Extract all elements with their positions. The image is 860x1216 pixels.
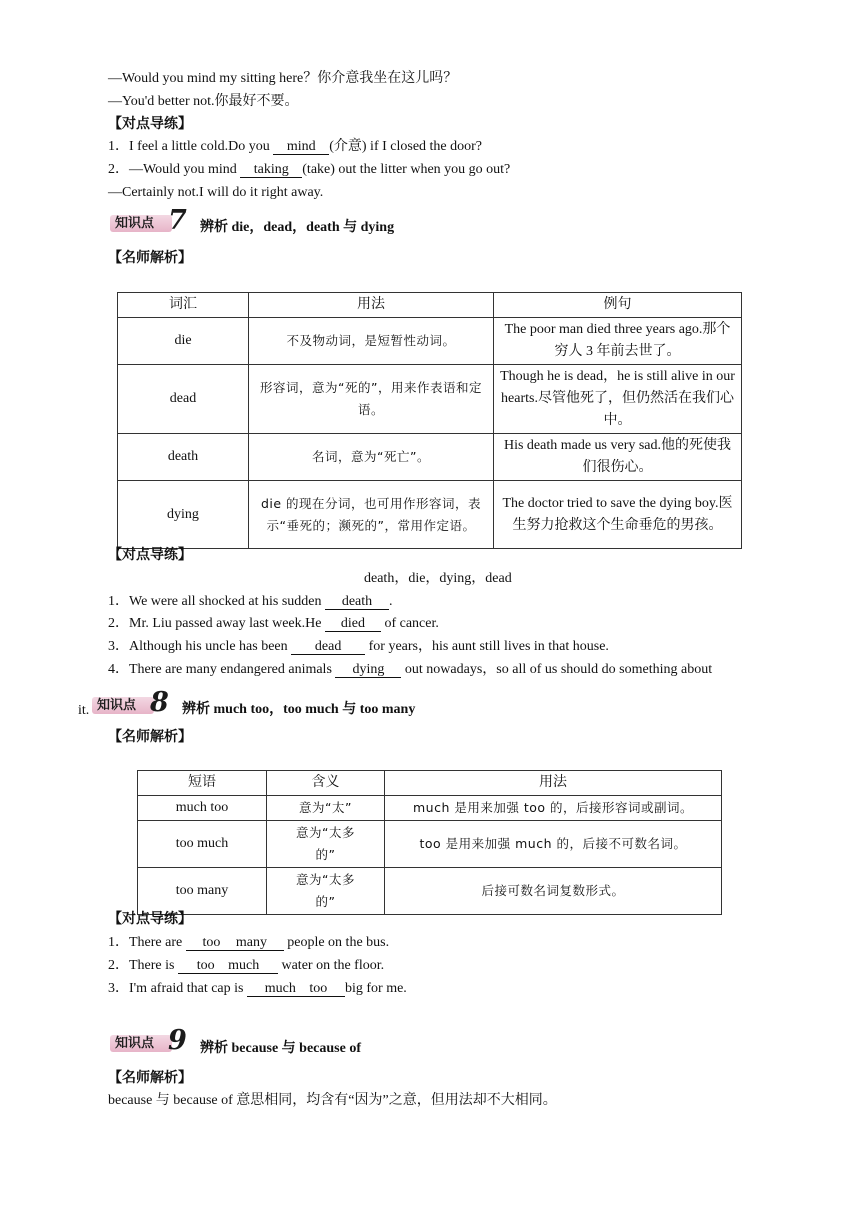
question-2: 2．There is too much water on the floor. [108,958,385,973]
section-title: 辨析 because 与 because of [200,1041,361,1056]
answer-blank: death [325,594,389,610]
answer-blank: dying [335,662,401,678]
answer-blank: taking [240,162,302,178]
intro-line-2: —You'd better not.你最好不要。 [108,94,299,109]
question-2: 2．—Would you mind taking (take) out the litter when you go out? [108,162,511,177]
question-3: 3．I'm afraid that cap is much too big for me. [108,981,407,996]
answer-blank: dead [291,639,365,655]
analysis-heading: 【名师解析】 [108,251,192,266]
analysis-heading: 【名师解析】 [108,730,192,745]
table-row: too many 意为“太多的” 后接可数名词复数形式。 [138,868,722,915]
table-row: death 名词，意为“死亡”。 His death made us very sad.他的死使我们很伤心。 [118,434,742,481]
knowledge-point-badge-8: 知识点 8 [92,692,172,718]
question-2: 2．Mr. Liu passed away last week.He died of cancer. [108,616,439,631]
practice-heading: 【对点导练】 [108,117,192,132]
usage-table-much [137,770,722,915]
question-2-reply: —Certainly not.I will do it right away. [108,185,324,200]
practice-heading: 【对点导练】 [108,548,192,563]
answer-blank: died [325,616,381,632]
question-1: 1．I feel a little cold.Do you mind (介意) if I closed the door? [108,139,483,154]
knowledge-point-badge-7: 知识点 7 [110,210,190,236]
answer-blank: mind [273,139,329,155]
question-4: 4．There are many endangered animals dying out nowadays，so all of us should do something about [108,662,713,677]
question-1: 1．There are too many people on the bus. [108,935,390,950]
table-header: 含义 [267,771,385,796]
table-header: 例句 [494,293,742,318]
question-3: 3．Although his uncle has been dead for years，his aunt still lives in that house. [108,639,609,654]
intro-line-1: —Would you mind my sitting here？你介意我坐在这儿吗？ [108,71,458,86]
answer-blank: much too [247,981,345,997]
usage-table-die [117,292,742,549]
question-4-continuation: it. [78,703,90,718]
analysis-heading: 【名师解析】 [108,1071,192,1086]
answer-blank: too many [186,935,284,951]
knowledge-point-badge-9: 知识点 9 [110,1030,190,1056]
practice-heading: 【对点导练】 [108,912,192,927]
table-header: 用法 [249,293,494,318]
word-bank: death，die，dying，dead [364,571,512,586]
table-row: dead 形容词，意为“死的”，用来作表语和定语。 Though he is dead，he is still alive in our hearts.尽管他死了，但仍然活在我们心中。 [118,365,742,434]
table-row: dying die 的现在分词，也可用作形容词，表示“垂死的；濒死的”，常用作定语。 The doctor tried to save the dying boy.医生努力抢救这个生命垂危的男孩。 [118,481,742,549]
table-row: too much 意为“太多的” too 是用来加强 much 的，后接不可数名词。 [138,821,722,868]
answer-blank: too much [178,958,278,974]
table-header: 用法 [385,771,722,796]
table-row: much too 意为“太” much 是用来加强 too 的，后接形容词或副词。 [138,796,722,821]
table-row: die 不及物动词，是短暂性动词。 The poor man died three years ago.那个穷人 3 年前去世了。 [118,318,742,365]
question-1: 1．We were all shocked at his sudden death . [108,594,393,609]
section-title: 辨析 much too，too much 与 too many [182,702,416,717]
section-body: because 与 because of 意思相同，均含有“因为”之意，但用法却不大相同。 [108,1093,557,1108]
section-title: 辨析 die，dead，death 与 dying [200,220,395,235]
table-header: 短语 [138,771,267,796]
table-header: 词汇 [118,293,249,318]
